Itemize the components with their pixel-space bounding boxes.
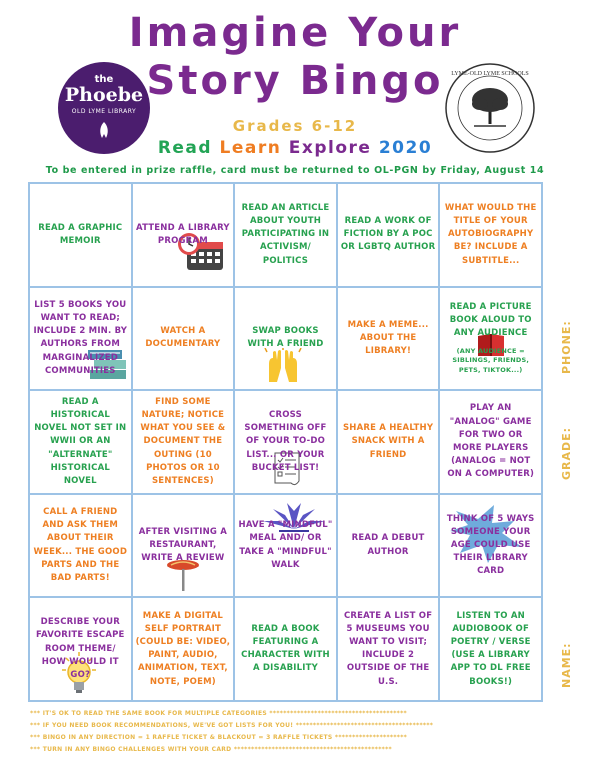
- bingo-cell-text: CROSS SOMETHING OFF OF YOUR TO-DO LIST... OR YOUR BUCKET LIST!: [244, 410, 327, 473]
- bingo-cell: [234, 287, 337, 391]
- title-line-2: Story Bingo: [146, 58, 444, 104]
- bingo-cell-text: MAKE A DIGITAL SELF PORTRAIT (COULD BE: VIDEO, PAINT, AUDIO, ANIMATION, TEXT, NOTE, POEM): [135, 610, 231, 687]
- footnote-2: *** IF YOU NEED BOOK RECOMMENDATIONS, WE'VE GOT LISTS FOR YOU! ****************************************: [30, 722, 434, 729]
- bingo-cell-text: WATCH A DOCUMENTARY: [145, 326, 221, 350]
- bingo-cell: [29, 494, 132, 598]
- bingo-cell: [29, 183, 132, 287]
- bingo-cell-text: READ A GRAPHIC MEMOIR: [38, 222, 123, 246]
- tagline: [0, 138, 590, 158]
- footnote-4: *** TURN IN ANY BINGO CHALLENGES WITH YOUR CARD **********************************************: [30, 746, 392, 753]
- bingo-cell-text: PLAY AN "ANALOG" GAME FOR TWO OR MORE PLAYERS (ANALOG = NOT ON A COMPUTER): [447, 403, 535, 480]
- bingo-cell-text: READ A WORK OF FICTION BY A POC OR LGBTQ AUTHOR: [340, 216, 436, 253]
- bingo-cell: [234, 597, 337, 701]
- bingo-cell-text: SHARE A HEALTHY SNACK WITH A FRIEND: [342, 423, 434, 460]
- bingo-cell: [29, 597, 132, 701]
- bingo-cell-text: SWAP BOOKS WITH A FRIEND: [247, 326, 324, 350]
- logo-name: Phoebe: [64, 84, 144, 106]
- tagline-year: 2020: [378, 138, 433, 158]
- tagline-explore: Explore: [288, 138, 372, 158]
- bingo-cell: [132, 183, 235, 287]
- bingo-cell: [132, 597, 235, 701]
- bingo-cell: [234, 183, 337, 287]
- bingo-cell: [337, 183, 440, 287]
- bingo-cell-text: CREATE A LIST OF 5 MUSEUMS YOU WANT TO VISIT; INCLUDE 2 OUTSIDE OF THE U.S.: [343, 610, 433, 687]
- phone-field-label: PHONE:: [560, 320, 573, 374]
- name-field-label: NAME:: [560, 642, 573, 688]
- logo-the: the: [94, 74, 114, 85]
- bingo-cell-text: READ A HISTORICAL NOVEL NOT SET IN WWII OR AN "ALTERNATE" HISTORICAL NOVEL: [34, 396, 127, 486]
- lyme-logo-text: LYME-OLD LYME SCHOOLS: [451, 71, 529, 77]
- bingo-cell-text: READ AN ARTICLE ABOUT YOUTH PARTICIPATING IN ACTIVISM/ POLITICS: [241, 202, 330, 266]
- bingo-cell: [337, 390, 440, 494]
- bingo-cell-text: CALL A FRIEND AND ASK THEM ABOUT THEIR WEEK... THE GOOD PARTS AND THE BAD PARTS!: [33, 507, 128, 583]
- raised-hands-icon: [263, 348, 303, 388]
- bingo-cell-text: READ A PICTURE BOOK ALOUD TO ANY AUDIENCE: [449, 302, 532, 339]
- bingo-cell: [132, 287, 235, 391]
- title-line-1: Imagine Your: [128, 10, 462, 56]
- bingo-cell-text: AFTER VISITING A RESTAURANT, WRITE A REVIEW: [138, 526, 228, 564]
- bingo-cell-text: THINK OF 5 WAYS SOMEONE YOUR AGE COULD USE THEIR LIBRARY CARD: [446, 513, 535, 577]
- bingo-cell: [439, 390, 542, 494]
- bingo-cell-text: LIST 5 BOOKS YOU WANT TO READ; INCLUDE 2 MIN. BY AUTHORS FROM MARGINALIZED COMMUNITIES: [33, 299, 128, 376]
- bingo-cell: [29, 287, 132, 391]
- bingo-cell-text: HAVE A "MINDFUL" MEAL AND/ OR TAKE A "MINDFUL" WALK: [238, 520, 333, 570]
- bingo-cell-text: ATTEND A LIBRARY PROGRAM: [135, 222, 230, 246]
- bingo-cell: [439, 597, 542, 701]
- grades-label: Grades 6-12: [232, 117, 358, 135]
- bingo-cell: [439, 183, 542, 287]
- bingo-cell-text: DESCRIBE YOUR FAVORITE ESCAPE ROOM THEME/ HOW WOULD IT GO?: [36, 617, 125, 680]
- bingo-cell: [132, 494, 235, 598]
- bingo-cell: [439, 494, 542, 598]
- raffle-note: To be entered in prize raffle, card must be returned to OL-PGN by Friday, August 14: [45, 165, 545, 176]
- footnote-3: *** BINGO IN ANY DIRECTION = 1 RAFFLE TICKET & BLACKOUT = 3 RAFFLE TICKETS *********************: [30, 734, 408, 741]
- bingo-cell-text: READ A BOOK FEATURING A CHARACTER WITH A DISABILITY: [241, 623, 330, 674]
- tagline-read: Read: [157, 138, 213, 158]
- logo-sub: OLD LYME LIBRARY: [71, 108, 137, 115]
- bingo-cell: [234, 390, 337, 494]
- bingo-grid: [28, 182, 543, 702]
- bingo-cell: [337, 287, 440, 391]
- bingo-cell: [132, 390, 235, 494]
- bingo-cell-note: (ANY AUDIENCE = SIBLINGS, FRIENDS, PETS, TIKTOK...): [452, 346, 530, 375]
- bingo-cell-text: MAKE A MEME... ABOUT THE LIBRARY!: [347, 319, 429, 356]
- bingo-cell-text: WHAT WOULD THE TITLE OF YOUR AUTOBIOGRAPHY BE? INCLUDE A SUBTITLE...: [444, 202, 537, 266]
- footnote-1: *** IT'S OK TO READ THE SAME BOOK FOR MULTIPLE CATEGORIES ****************************************: [30, 710, 407, 717]
- bingo-cell-text: READ A DEBUT AUTHOR: [351, 533, 425, 557]
- bingo-cell: [337, 494, 440, 598]
- bingo-cell: [29, 390, 132, 494]
- bingo-cell: [337, 597, 440, 701]
- tagline-learn: Learn: [219, 138, 282, 158]
- bingo-cell-text: FIND SOME NATURE; NOTICE WHAT YOU SEE & DOCUMENT THE OUTING (10 PHOTOS OR 10 SENTENCES): [140, 396, 226, 486]
- bingo-cell: [439, 287, 542, 391]
- bingo-cell: [234, 494, 337, 598]
- grade-field-label: GRADE:: [560, 426, 573, 480]
- bingo-cell-text: LISTEN TO AN AUDIOBOOK OF POETRY / VERSE (USE A LIBRARY APP TO DL FREE BOOKS!): [450, 610, 531, 687]
